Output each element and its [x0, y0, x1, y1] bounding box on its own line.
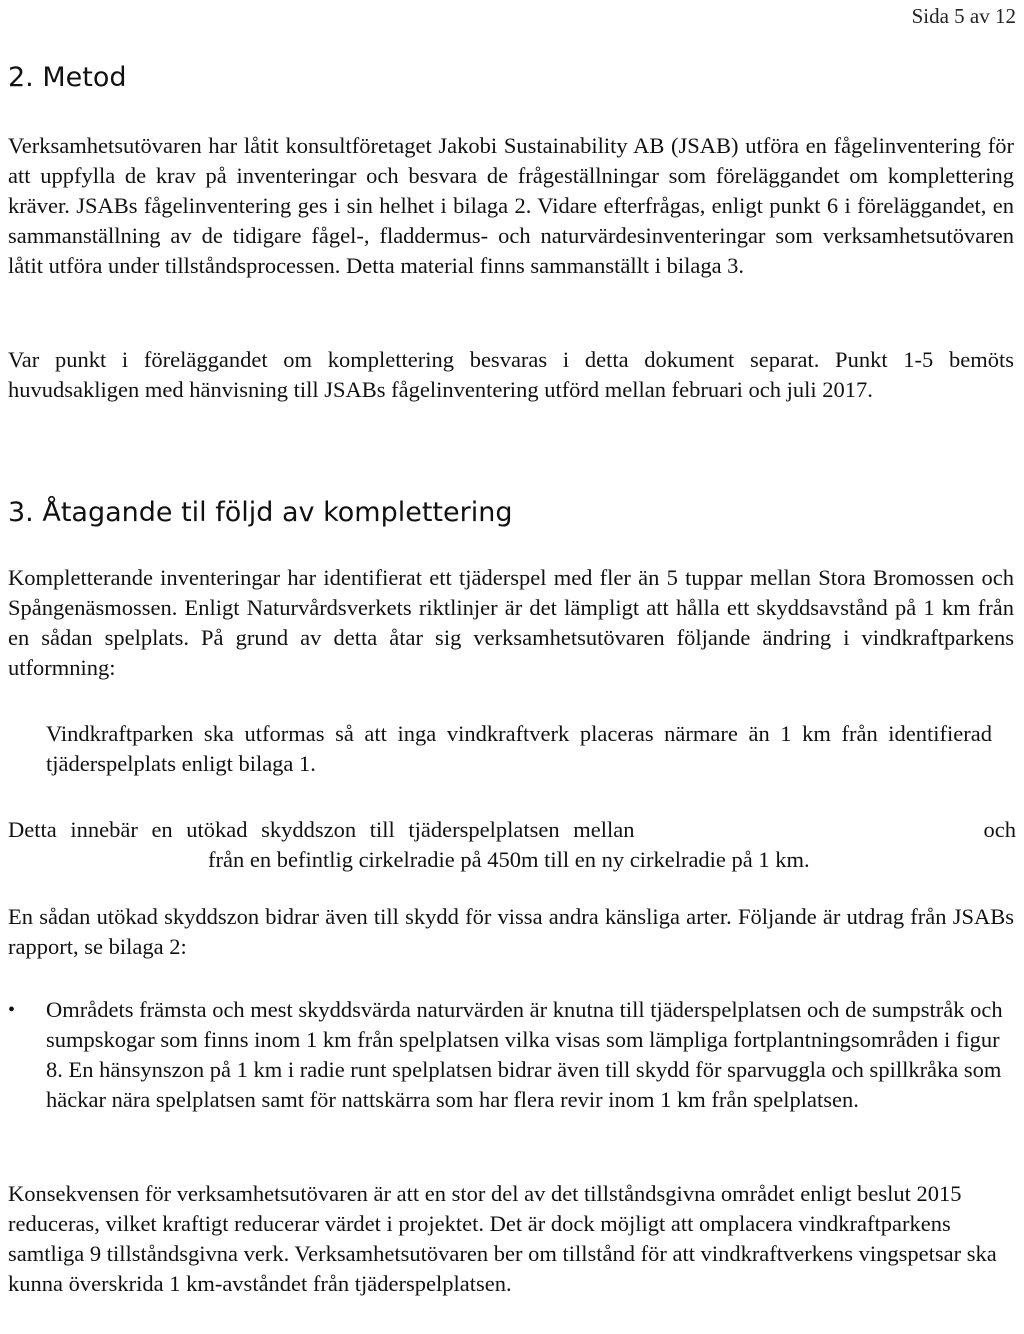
section-heading-metod: 2. Metod: [8, 62, 127, 93]
atagande-paragraph-3: En sådan utökad skyddszon bidrar även till skydd för vissa andra känsliga arter. Följande är utdrag från JSABs rapport, se bilaga 2:: [8, 904, 1014, 959]
metod-paragraph-1: Verksamhetsutövaren har låtit konsultföretaget Jakobi Sustainability AB (JSAB) utföra en fågelinventering för att uppfylla de krav på inventeringar och besvara de frågeställningar som föreläggandet om komplettering kräver. JSABs fågelinventering ges i sin helhet i bilaga 2. Vidare efterfrågas, enligt punkt 6 i föreläggandet, en sammanställning av de tidigare fågel-, fladdermus- och naturvärdesinventeringar som verksamhetsutövaren låtit utföra under tillståndsprocessen. Detta material finns sammanställt i bilaga 3.: [8, 133, 1014, 278]
metod-paragraph-2: Var punkt i föreläggandet om komplettering besvaras i detta dokument separat. Punkt 1-5 bemöts huvudsakligen med hänvisning till JSABs fågelinventering utförd mellan februari och juli 2017.: [8, 347, 1014, 402]
page-number: Sida 5 av 12: [911, 4, 1016, 28]
bullet-marker: •: [8, 999, 16, 1021]
atagande-paragraph-1: Kompletterande inventeringar har identifierat ett tjäderspel med fler än 5 tuppar mellan Stora Bromossen och Spångenäsmossen. Enligt Naturvårdsverkets riktlinjer är det lämpligt att hålla ett skyddsavstånd på 1 km från en sådan spelplats. På grund av detta åtar sig verksamhetsutövaren följande ändring i vindkraftparkens utformning:: [8, 565, 1014, 680]
section-heading-atagande: 3. Åtagande til följd av komplettering: [8, 497, 513, 528]
detta-line-2: från en befintlig cirkelradie på 450m till en ny cirkelradie på 1 km.: [208, 847, 810, 872]
atagande-paragraph-4: Konsekvensen för verksamhetsutövaren är att en stor del av det tillståndsgivna området enligt beslut 2015 reduceras, vilket kraftigt reducerar värdet i projektet. Det är dock möjligt att omplacera vindkraftparkens samtliga 9 tillståndsgivna verk. Verksamhetsutövaren ber om tillstånd för att vindkraftverkens vingspetsar ska kunna överskrida 1 km-avståndet från tjäderspelplatsen.: [8, 1181, 997, 1296]
detta-line-1: Detta innebär en utökad skyddszon till tjäderspelplatsen mellan: [8, 817, 635, 842]
detta-line-tail: och: [983, 817, 1016, 842]
commitment-paragraph: Vindkraftparken ska utformas så att inga vindkraftverk placeras närmare än 1 km från identifierad tjäderspelplats enligt bilaga 1.: [46, 721, 992, 776]
bullet-text: Områdets främsta och mest skyddsvärda naturvärden är knutna till tjäderspelplatsen och de sumpstråk och sumpskogar som finns inom 1 km från spelplatsen vilka visas som lämpliga fortplantningsområden i figur 8. En hänsynszon på 1 km i radie runt spelplatsen bidrar även till skydd för sparvuggla och spillkråka som häckar nära spelplatsen samt för nattskärra som har flera revir inom 1 km från spelplatsen.: [46, 997, 1003, 1112]
